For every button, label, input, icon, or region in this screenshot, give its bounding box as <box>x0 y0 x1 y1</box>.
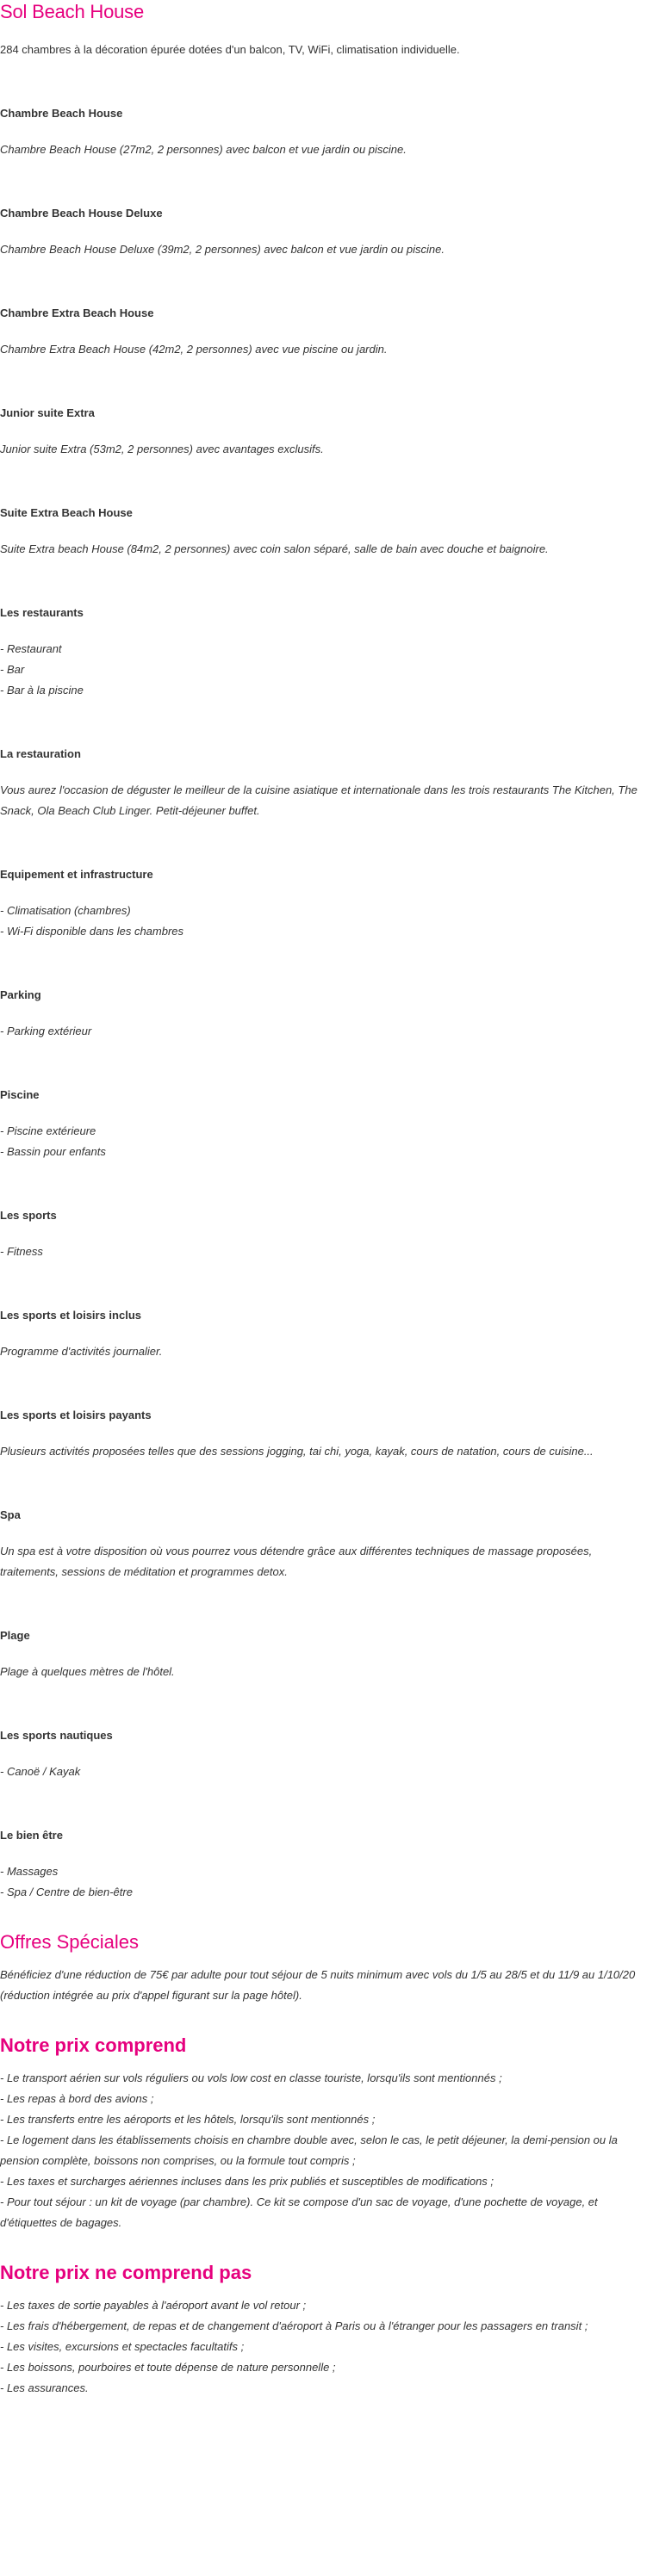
section-body: Un spa est à votre disposition où vous pourrez vous détendre grâce aux différentes techniques de massage proposées, traitements, sessions de méditation et programmes detox. <box>0 1545 593 1578</box>
list-item: - Bar <box>0 663 25 676</box>
section-list <box>0 1121 653 1162</box>
section <box>0 205 653 260</box>
list-item: - Les taxes de sortie payables à l'aéroport avant le vol retour ; <box>0 2299 307 2312</box>
section <box>0 1827 653 1903</box>
section <box>0 746 653 821</box>
sections-container <box>0 105 653 1903</box>
list-item: - Piscine extérieure <box>0 1124 96 1137</box>
offers-title: Offres Spéciales <box>0 1931 140 1953</box>
section <box>0 1407 653 1462</box>
section-title: Suite Extra Beach House <box>0 506 133 519</box>
section-list <box>0 1242 653 1262</box>
section-body: Vous aurez l'occasion de déguster le meilleur de la cuisine asiatique et internationale dans les trois restaurants The Kitchen, The Snack, Ola Beach Club Linger. Petit-déjeuner buffet. <box>0 783 637 817</box>
list-item: - Les taxes et surcharges aériennes incluses dans les prix publiés et susceptibles de modifications ; <box>0 2175 494 2188</box>
section-title: Le bien être <box>0 1829 63 1842</box>
section-title: Junior suite Extra <box>0 406 95 419</box>
section <box>0 105 653 160</box>
list-item: - Les boissons, pourboires et toute dépense de nature personnelle ; <box>0 2361 336 2374</box>
section-title: Spa <box>0 1508 21 1521</box>
section <box>0 305 653 360</box>
list-item: - Massages <box>0 1865 59 1878</box>
section-list <box>0 1762 653 1782</box>
section-body: Programme d'activités journalier. <box>0 1345 163 1358</box>
offers-block <box>0 1930 653 2006</box>
section <box>0 405 653 460</box>
section-body: Chambre Beach House Deluxe (39m2, 2 personnes) avec balcon et vue jardin ou piscine. <box>0 243 445 256</box>
list-item: - Les frais d'hébergement, de repas et de changement d'aéroport à Paris ou à l'étranger pour les passagers en transit ; <box>0 2319 588 2332</box>
list-item: - Climatisation (chambres) <box>0 904 131 917</box>
section <box>0 1627 653 1682</box>
section-title: Les sports et loisirs payants <box>0 1409 152 1421</box>
excludes-block <box>0 2261 653 2399</box>
section-title: Chambre Beach House <box>0 107 123 120</box>
section-body: Suite Extra beach House (84m2, 2 personnes) avec coin salon séparé, salle de bain avec douche et baignoire. <box>0 542 549 555</box>
list-item: - Le transport aérien sur vols réguliers ou vols low cost en classe touriste, lorsqu'ils sont mentionnés ; <box>0 2071 502 2084</box>
list-item: - Parking extérieur <box>0 1025 92 1037</box>
list-item: - Spa / Centre de bien-être <box>0 1886 133 1898</box>
list-item: - Les repas à bord des avions ; <box>0 2092 154 2105</box>
section-title: Les sports et loisirs inclus <box>0 1309 141 1322</box>
section-list <box>0 1021 653 1042</box>
section <box>0 505 653 560</box>
section-title: Parking <box>0 988 41 1001</box>
section <box>0 866 653 942</box>
section-title: Les sports <box>0 1209 57 1222</box>
section-title: Les restaurants <box>0 606 84 619</box>
section-title: Piscine <box>0 1088 40 1101</box>
list-item: - Restaurant <box>0 642 62 655</box>
section-body: Plage à quelques mètres de l'hôtel. <box>0 1665 175 1678</box>
section <box>0 1507 653 1582</box>
section-body: Chambre Beach House (27m2, 2 personnes) avec balcon et vue jardin ou piscine. <box>0 143 407 156</box>
section-title: Chambre Beach House Deluxe <box>0 207 163 220</box>
hotel-title: Sol Beach House <box>0 1 144 22</box>
section <box>0 1207 653 1262</box>
section <box>0 604 653 701</box>
section-title: Les sports nautiques <box>0 1729 113 1742</box>
list-item: - Le logement dans les établissements choisis en chambre double avec, selon le cas, le petit déjeuner, la demi-pension ou la pension complète, boissons non comprises, ou la formule tout compris ; <box>0 2133 618 2167</box>
list-item: - Bassin pour enfants <box>0 1145 106 1158</box>
list-item: - Les visites, excursions et spectacles facultatifs ; <box>0 2340 245 2353</box>
excludes-list <box>0 2295 653 2399</box>
includes-list <box>0 2068 653 2233</box>
list-item: - Wi-Fi disponible dans les chambres <box>0 925 184 938</box>
section-body: Plusieurs activités proposées telles que des sessions jogging, tai chi, yoga, kayak, cours de natation, cours de cuisine... <box>0 1445 594 1458</box>
section-body: Chambre Extra Beach House (42m2, 2 personnes) avec vue piscine ou jardin. <box>0 343 388 356</box>
section <box>0 1727 653 1782</box>
section-list <box>0 901 653 942</box>
includes-title: Notre prix comprend <box>0 2034 187 2056</box>
section <box>0 1087 653 1162</box>
list-item: - Bar à la piscine <box>0 684 84 697</box>
hotel-intro: 284 chambres à la décoration épurée dotées d'un balcon, TV, WiFi, climatisation individuelle. <box>0 43 460 56</box>
list-item: - Les assurances. <box>0 2381 89 2394</box>
list-item: - Canoë / Kayak <box>0 1765 81 1778</box>
section-title: Plage <box>0 1629 30 1642</box>
excludes-title: Notre prix ne comprend pas <box>0 2262 252 2283</box>
section <box>0 987 653 1042</box>
list-item: - Les transferts entre les aéroports et les hôtels, lorsqu'ils sont mentionnés ; <box>0 2113 376 2126</box>
section-body: Junior suite Extra (53m2, 2 personnes) avec avantages exclusifs. <box>0 443 324 455</box>
includes-block <box>0 2034 653 2233</box>
section-title: La restauration <box>0 747 81 760</box>
offers-text: Bénéficiez d'une réduction de 75€ par adulte pour tout séjour de 5 nuits minimum avec vols du 1/5 au 28/5 et du 11/9 au 1/10/20 (réduction intégrée au prix d'appel figurant sur la page hôtel). <box>0 1968 636 2002</box>
list-item: - Fitness <box>0 1245 43 1258</box>
section-title: Chambre Extra Beach House <box>0 307 154 319</box>
section-list <box>0 1861 653 1903</box>
section-list <box>0 639 653 701</box>
list-item: - Pour tout séjour : un kit de voyage (par chambre). Ce kit se compose d'un sac de voyage, d'une pochette de voyage, et d'étiquettes de bagages. <box>0 2195 598 2229</box>
section <box>0 1307 653 1362</box>
section-title: Equipement et infrastructure <box>0 868 153 881</box>
